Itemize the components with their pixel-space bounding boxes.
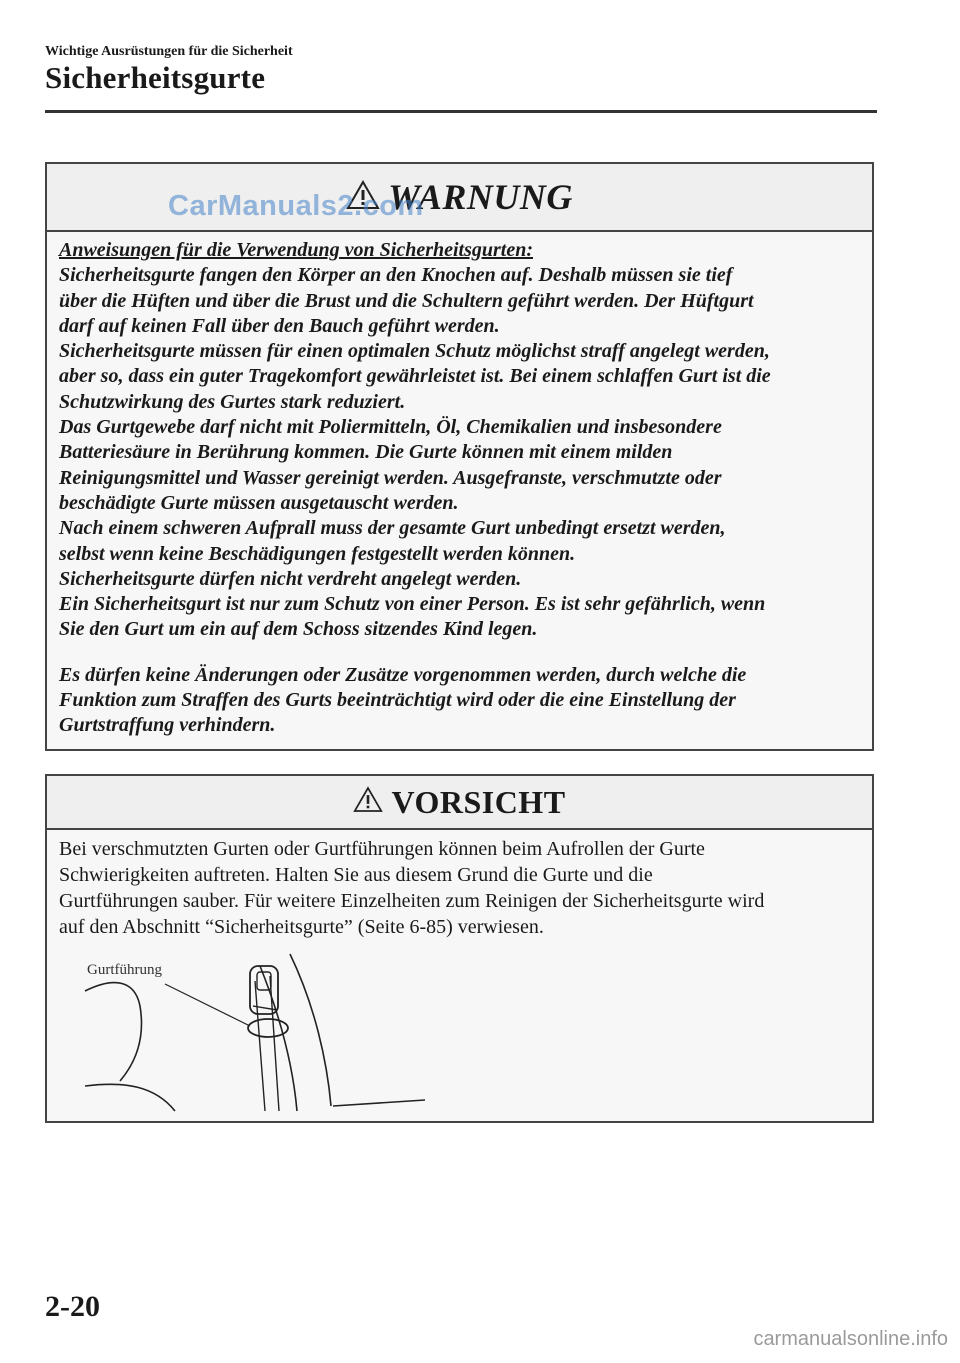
warning-triangle-icon — [353, 786, 383, 818]
caution-line: Bei verschmutzten Gurten oder Gurtführungen können beim Aufrollen der Gurte — [59, 838, 705, 860]
title-divider — [45, 110, 877, 113]
warning-line: Nach einem schweren Aufprall muss der gesamte Gurt unbedingt ersetzt werden, — [59, 517, 726, 540]
caution-box — [45, 774, 874, 1123]
warning-line: Das Gurtgewebe darf nicht mit Poliermitteln, Öl, Chemikalien und insbesondere — [59, 416, 722, 439]
belt-guide-illustration — [65, 936, 545, 1116]
warning-body — [47, 232, 872, 739]
warning-line: Sicherheitsgurte dürfen nicht verdreht angelegt werden. — [59, 567, 522, 590]
warning-box — [45, 162, 874, 751]
warning-line: selbst wenn keine Beschädigungen festgestellt werden können. — [59, 542, 576, 565]
warning-line: Sicherheitsgurte müssen für einen optimalen Schutz möglichst straff angelegt werden, — [59, 340, 770, 363]
caution-title: VORSICHT — [391, 783, 566, 820]
running-head: Wichtige Ausrüstungen für die Sicherheit — [45, 44, 293, 59]
page-number: 2-20 — [45, 1290, 100, 1323]
footer-site: carmanualsonline.info — [753, 1328, 948, 1350]
warning-title: WARNUNG — [388, 177, 573, 217]
warning-line: Funktion zum Straffen des Gurts beeinträchtigt wird oder die eine Einstellung der — [59, 689, 736, 712]
warning-line: beschädigte Gurte müssen ausgetauscht werden. — [59, 491, 459, 514]
caution-line: Gurtführungen sauber. Für weitere Einzelheiten zum Reinigen der Sicherheitsgurte wird — [59, 890, 765, 912]
paragraph-gap — [59, 643, 862, 663]
warning-line: Reinigungsmittel und Wasser gereinigt werden. Ausgefranste, verschmutzte oder — [59, 466, 722, 489]
caution-line: Schwierigkeiten auftreten. Halten Sie aus diesem Grund die Gurte und die — [59, 864, 653, 886]
warning-line: Es dürfen keine Änderungen oder Zusätze vorgenommen werden, durch welche die — [59, 663, 747, 686]
watermark: CarManuals2.com — [168, 190, 424, 222]
caution-body — [47, 830, 872, 940]
caution-line: auf den Abschnitt “Sicherheitsgurte” (Seite 6-85) verwiesen. — [59, 916, 544, 938]
chapter-title: Sicherheitsgurte — [45, 60, 266, 95]
warning-line: Sicherheitsgurte fangen den Körper an den Knochen auf. Deshalb müssen sie tief — [59, 264, 733, 287]
warning-line: über die Hüften und über die Brust und die Schultern geführt werden. Der Hüftgurt — [59, 289, 754, 312]
warning-line: Schutzwirkung des Gurtes stark reduziert. — [59, 390, 406, 413]
warning-line: Sie den Gurt um ein auf dem Schoss sitzendes Kind legen. — [59, 618, 538, 641]
figure-label: Gurtführung — [87, 962, 162, 978]
warning-line: Gurtstraffung verhindern. — [59, 714, 276, 737]
warning-line: Batteriesäure in Berührung kommen. Die Gurte können mit einem milden — [59, 441, 673, 464]
warning-line: darf auf keinen Fall über den Bauch geführt werden. — [59, 314, 500, 337]
caution-header — [47, 776, 872, 830]
warning-line: aber so, dass ein guter Tragekomfort gewährleistet ist. Bei einem schlaffen Gurt ist die — [59, 365, 771, 388]
warning-line: Ein Sicherheitsgurt ist nur zum Schutz von einer Person. Es ist sehr gefährlich, wenn — [59, 593, 766, 616]
warning-subheading: Anweisungen für die Verwendung von Sicherheitsgurten: — [59, 239, 533, 261]
